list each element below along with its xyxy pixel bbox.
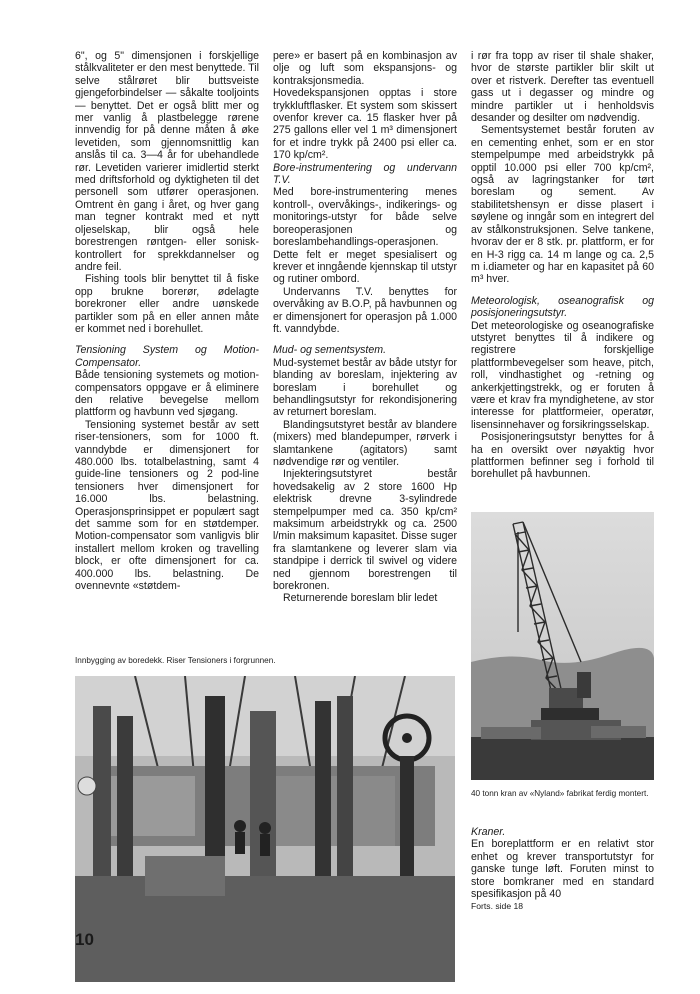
paragraph: Tensioning systemet består av sett riser-tensioners, som for 1000 ft. vanndybde er dimensjonert for 480.000 lbs. totalbelastning, samt 4 guide-line tensioners og 2 pod-line tensioners hver dimensjonert for 16.000 lbs. belastning. Operasjonsprinsippet er populært sagt det samme som for en støtdemper. Motion-compensator som vanligvis blir installert mellom kroken og travelling block, er ofte dimensjonert for ca. 400.000 lbs. belastning. De ovennevnte «støtdem- xyxy=(75,418,259,593)
paragraph: Både tensioning systemets og motion-compensators oppgave er å eliminere den relative bevegelse mellom plattform og havbunn ved sjøgang. xyxy=(75,369,259,419)
text-column-3 xyxy=(471,50,654,481)
crane-photo xyxy=(471,512,654,780)
paragraph: Fishing tools blir benyttet til å fiske opp brukne borerør, ødelagte borekroner eller andre uønskede partikler som på en eller annen måte er kommet ned i borehullet. xyxy=(75,273,259,335)
paragraph: Sementsystemet består foruten av en cementing enhet, som er en stor stempelpumpe med arbeidstrykk på opptil 10.000 psi eller 700 kp/cm², også av lagringstanker for tørt boreslam og sement. Av stabilitetshensyn er disse plasert i søylene og inngår som en integrert del av stålkonstruksjonen. Selve tankene, hvorav der er 8 stk. pr. plattform, er for en H-3 rigg ca. 14 m lange og ca. 2,5 m i.diameter og har en kapasitet på 60 m³ hver. xyxy=(471,124,654,286)
continuation-note: Forts. side 18 xyxy=(471,901,524,912)
paragraph: En boreplattform er en relativt stor enhet og krever transportutstyr for ganske tunge løft. Foruten minst to store bomkraner med en standard spesifikasjon på 40 xyxy=(471,838,654,901)
paragraph: pere» er basert på en kombinasjon av olje og luft som ekspansjons- og kontraksjonsmedia. Hovedekspansjonen opptas i store trykkluftflasker. Et system som skissert ovenfor krever ca. 15 flasker hver på 275 gallons eller vel 1 m³ dimensjonert for et indre trykk på 2400 psi eller ca. 170 kp/cm². xyxy=(273,50,457,162)
section-heading: Meteorologisk, oseanografisk og posisjoneringsutstyr. xyxy=(471,294,654,320)
section-heading: Bore-instrumentering og undervann T.V. xyxy=(273,161,457,187)
section-heading: Kraner. xyxy=(471,826,506,838)
section-heading: Tensioning System og Motion-Compensator. xyxy=(75,344,259,369)
rig-photo xyxy=(75,676,455,982)
text-column-2 xyxy=(273,50,457,605)
photo-caption: Innbygging av boredekk. Riser Tensioners i forgrunnen. xyxy=(75,656,276,665)
paragraph: Injekteringsutstyret består hovedsakelig av 2 store 1600 Hp elektrisk drevne 3-sylindrede stempelpumper med ca. 350 kp/cm² maksimum arbeidstrykk og ca. 2500 l/min maksimum kapasitet. Disse suger fra slamtankene og leverer slam via standpipe i derrick til swivel og videre ned gjennom borestrengen til borekronen. xyxy=(273,468,457,593)
paragraph: Det meteorologiske og oseanografiske utstyret benyttes til å indikere og registrere forskjellige plattformbevegelser som heave, pitch, roll, vindhastighet og -retning og ankerkjettingstrekk, og er foruten å være et krav fra myndighetene, av stor interesse for plattformeier, operatør, lisensinnehaver og forsikringsselskap. xyxy=(471,319,654,431)
section-heading: Mud- og sementsystem. xyxy=(273,344,387,357)
text-column-1 xyxy=(75,50,259,592)
paragraph: Posisjoneringsutstyr benyttes for å ha en oversikt over nøyaktig hvor plattformen befinner seg i forhold til borehullet på havbunnen. xyxy=(471,431,654,481)
photo-caption: 40 tonn kran av «Nyland» fabrikat ferdig montert. xyxy=(471,789,649,798)
paragraph: Blandingsutstyret består av blandere (mixers) med blandepumper, rørverk i slamtankene (agitators) samt nødvendige rør og ventiler. xyxy=(273,418,457,468)
paragraph: Returnerende boreslam blir ledet xyxy=(283,592,438,605)
paragraph: Med bore-instrumentering menes kontroll-, overvåkings-, indikerings- og monitorings-utstyr for både selve boreoperasjonen og boreslambehandlings-operasjonen. Dette felt er meget spesialisert og krever et inngående kjennskap til utstyr og rutiner ombord. xyxy=(273,186,457,286)
paragraph: 6", og 5" dimensjonen i forskjellige stålkvaliteter er den mest benyttede. Til selve stålrøret blir buttsveiste gjengeforbindelser — såkalte tooljoints — benyttet. Det er også blitt mer og mer vanlig å plastbelegge rørene innvendig for på denne måten å øke levetiden, som gjennomsnittlig kan anslås til ca. 3—4 år for ubehandlede rør. Levetiden varierer imidlertid sterkt med driftsforhold og dyktigheten til det personell som utfører operasjonen. Omtrent èn gang i året, og hver gang man tegner kontrakt med et nytt oljeselskap, blir også hele borestrengen røntgen- eller sonisk-kontrollert for sprekkdannelser og andre feil. xyxy=(75,50,259,273)
text-column-3-bottom xyxy=(471,826,654,913)
paragraph: i rør fra topp av riser til shale shaker, hvor de største partikler blir skilt ut over et ristverk. Derefter tas eventuell gass ut i degasser og mindre og mindre partikler ut i henholdsvis desander og desilter om nødvendig. xyxy=(471,50,654,125)
page-number: 10 xyxy=(75,930,94,949)
paragraph: Undervanns T.V. benyttes for overvåking av B.O.P, på havbunnen og er dimensjonert for operasjon på 1.000 ft. vanndybde. xyxy=(273,285,457,335)
paragraph: Mud-systemet består av både utstyr for blanding av boreslam, injektering av boreslam i borehullet og behandlingsutstyr for rekondisjonering av returnert boreslam. xyxy=(273,356,457,419)
